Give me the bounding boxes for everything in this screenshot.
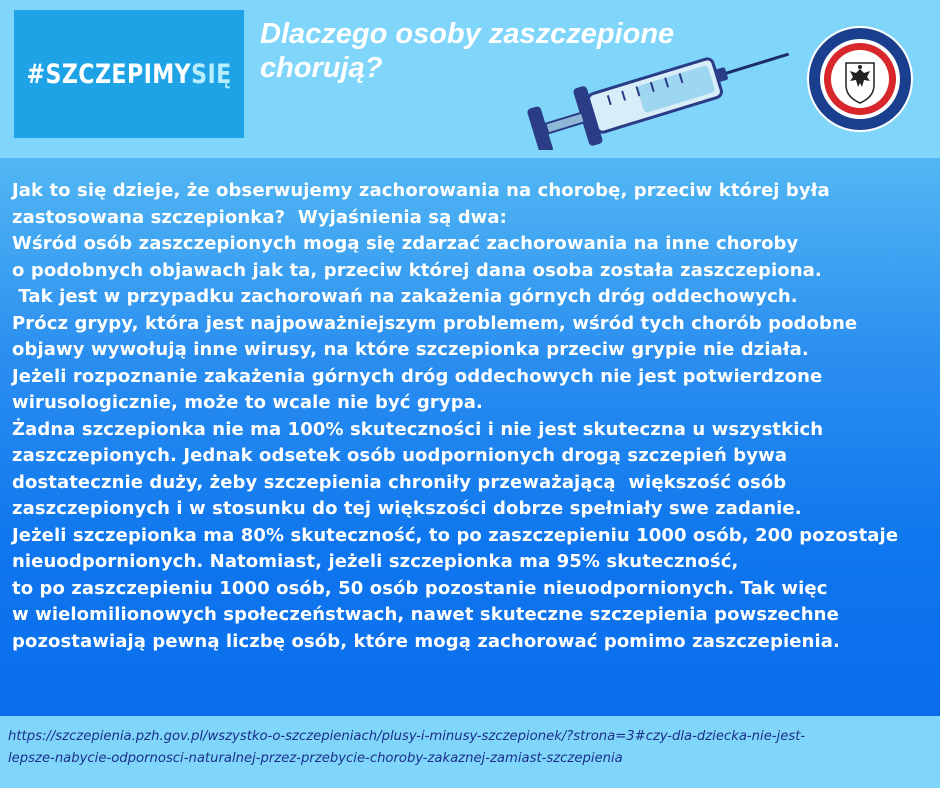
footer	[0, 716, 940, 788]
text-line: to po zaszczepieniu 1000 osób, 50 osób pozostanie nieuodpornionych. Tak więc	[12, 577, 828, 599]
explanation-text	[12, 178, 936, 655]
source-link-line-1: https://szczepienia.pzh.gov.pl/wszystko-o-szczepieniach/plusy-i-minusy-szczepionek/?strona=3#czy-dla-dziecka-nie-jest-	[8, 729, 806, 744]
text-line: objawy wywołują inne wirusy, na które szczepionka przeciw grypie nie działa.	[12, 339, 809, 360]
title-line-1: Dlaczego osoby zaszczepione	[260, 18, 675, 50]
text-line: Jak to się dzieje, że obserwujemy zachorowania na chorobę, przeciw której była	[12, 180, 830, 201]
text-line: pozostawiają pewną liczbę osób, które mogą zachorować pomimo zaszczepienia.	[12, 630, 840, 652]
hashtag-text	[26, 59, 231, 90]
text-line: wirusologicznie, może to wcale nie być grypa.	[12, 392, 483, 413]
hashtag-main: #SZCZEPIMY	[26, 58, 192, 90]
text-line: o podobnych objawach jak ta, przeciw której dana osoba została zaszczepiona.	[12, 259, 822, 281]
hashtag-accent: SIĘ	[191, 58, 232, 90]
header	[0, 0, 940, 158]
text-line: Prócz grypy, która jest najpoważniejszym problemem, wśród tych chorób podobne	[12, 312, 858, 334]
text-line: dostatecznie duży, żeby szczepienia chroniły przeważającą większość osób	[12, 471, 787, 493]
text-line: nieuodpornionych. Natomiast, jeżeli szczepionka ma 95% skuteczność,	[12, 551, 739, 572]
content-panel	[0, 158, 940, 716]
sanitary-inspection-seal	[806, 25, 914, 133]
hashtag-banner	[14, 10, 244, 138]
text-line: w wielomilionowych społeczeństwach, nawet skuteczne szczepienia powszechne	[12, 604, 839, 625]
text-line: Jeżeli szczepionka ma 80% skuteczność, to po zaszczepieniu 1000 osób, 200 pozostaje	[12, 524, 899, 546]
text-line: Żadna szczepionka nie ma 100% skuteczności i nie jest skuteczna u wszystkich	[12, 418, 824, 440]
text-line: Wśród osób zaszczepionych mogą się zdarzać zachorowania na inne choroby	[12, 233, 799, 254]
text-line: zaszczepionych. Jednak odsetek osób uodpornionych drogą szczepień bywa	[12, 445, 788, 466]
text-line: Tak jest w przypadku zachorowań na zakażenia górnych dróg oddechowych.	[12, 286, 798, 307]
text-line: zastosowana szczepionka? Wyjaśnienia są dwa:	[12, 206, 507, 228]
text-line: zaszczepionych i w stosunku do tej większości dobrze spełniały swe zadanie.	[12, 498, 802, 519]
source-link[interactable]	[8, 726, 932, 770]
syringe-icon	[520, 40, 800, 150]
text-line: Jeżeli rozpoznanie zakażenia górnych dróg oddechowych nie jest potwierdzone	[12, 365, 823, 387]
source-link-line-2: lepsze-nabycie-odpornosci-naturalnej-przez-przebycie-choroby-zakaznej-zamiast-szczepienia	[8, 751, 623, 766]
title-line-2: chorują?	[260, 52, 383, 84]
